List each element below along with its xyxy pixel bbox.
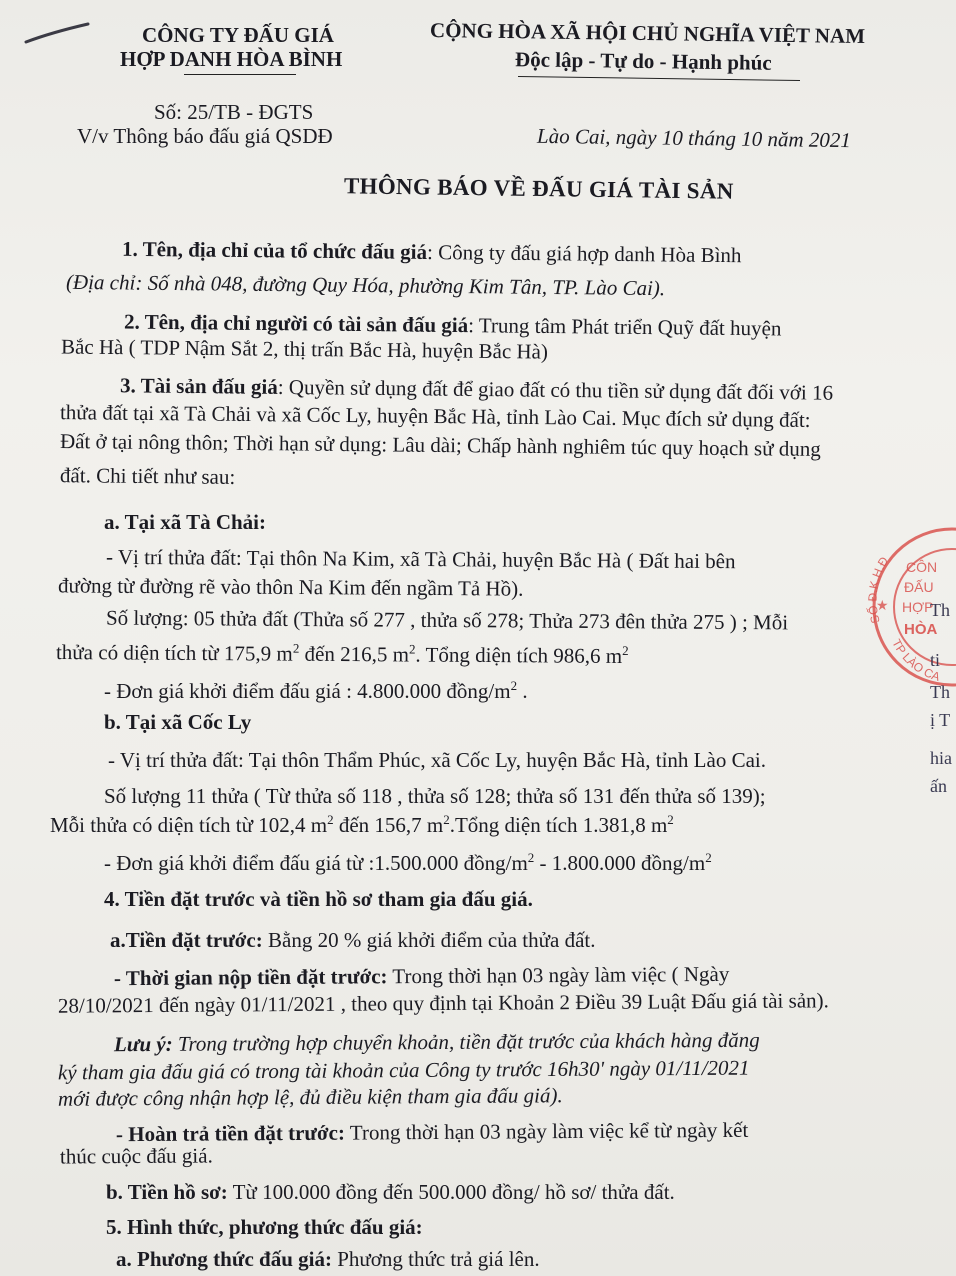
edge-fragment: Th bbox=[930, 682, 950, 702]
deposit-time-label: - Thời gian nộp tiền đặt trước: bbox=[113, 964, 388, 991]
edge-fragment: ấn bbox=[930, 776, 947, 796]
area-to: đến 156,7 m bbox=[333, 813, 444, 837]
deposit-label: a.Tiền đặt trước: bbox=[110, 928, 263, 952]
dossier-fee-line bbox=[106, 1179, 675, 1205]
seal-star-icon: ★ bbox=[876, 599, 889, 614]
note-label: Lưu ý: bbox=[113, 1031, 173, 1057]
price-from: - Đơn giá khởi điểm đấu giá từ :1.500.000 đồng/m bbox=[104, 851, 528, 875]
sup-2: 2 bbox=[667, 812, 674, 827]
org-name-line1: CÔNG TY ĐẤU GIÁ bbox=[142, 23, 334, 47]
section-3-line4: đất. Chi tiết như sau: bbox=[59, 463, 236, 489]
note-line1 bbox=[114, 1027, 760, 1058]
section-1-label: 1. Tên, địa chỉ của tổ chức đấu giá bbox=[121, 236, 428, 264]
subsection-b-quantity-line1: Số lượng 11 thửa ( Từ thửa số 118 , thửa số 128; thửa số 131 đến thửa số 139); bbox=[104, 784, 766, 808]
section-3-label: 3. Tài sản đấu giá bbox=[119, 373, 278, 399]
refund-line2: thúc cuộc đấu giá. bbox=[59, 1143, 213, 1169]
section-2-line2: Bắc Hà ( TDP Nậm Sắt 2, thị trấn Bắc Hà, huyện Bắc Hà) bbox=[60, 334, 549, 364]
area-total: . Tổng diện tích 986,6 m bbox=[415, 642, 623, 668]
area-total: .Tổng diện tích 1.381,8 m bbox=[449, 813, 668, 837]
subsection-a-quantity-line2 bbox=[56, 639, 629, 669]
subsection-b-position: - Vị trí thửa đất: Tại thôn Thẩm Phúc, xã Cốc Ly, huyện Bắc Hà, tỉnh Lào Cai. bbox=[108, 748, 766, 772]
place-date: Lào Cai, ngày 10 tháng 10 năm 2021 bbox=[536, 123, 851, 153]
sup-2: 2 bbox=[408, 641, 416, 657]
dossier-fee-label: b. Tiền hồ sơ: bbox=[106, 1180, 228, 1204]
section-4-heading: 4. Tiền đặt trước và tiền hồ sơ tham gia đấu giá. bbox=[104, 887, 533, 911]
svg-text:SỐ Đ.K.H.Đ bbox=[865, 554, 892, 625]
section-1 bbox=[122, 236, 742, 268]
sup-2: 2 bbox=[327, 812, 334, 827]
deposit-time-line2: 28/10/2021 đến ngày 01/11/2021 , theo quy định tại Khoản 2 Điều 39 Luật Đấu giá tài sản). bbox=[57, 988, 829, 1018]
subsection-a-position-line1: - Vị trí thửa đất: Tại thôn Na Kim, xã Tà Chải, huyện Bắc Hà ( Đất hai bên bbox=[105, 544, 736, 574]
sup-2: 2 bbox=[292, 640, 300, 656]
section-5a bbox=[116, 1246, 540, 1272]
seal-center-1: CÔN bbox=[906, 559, 938, 575]
sup-2: 2 bbox=[510, 678, 518, 693]
motto-underline bbox=[518, 76, 800, 81]
org-name-line2: HỢP DANH HÒA BÌNH bbox=[120, 47, 343, 71]
subsection-b-quantity-line2 bbox=[50, 812, 674, 838]
pen-stroke-mark bbox=[22, 22, 92, 46]
price-text: - Đơn giá khởi điểm đấu giá : 4.800.000 đồng/m bbox=[104, 679, 511, 703]
deposit-text: Bằng 20 % giá khởi điểm của thửa đất. bbox=[262, 928, 596, 952]
sup-2: 2 bbox=[622, 642, 629, 658]
edge-fragment: ị T bbox=[930, 710, 951, 730]
deposit-time-line1 bbox=[114, 961, 729, 991]
subsection-a-price bbox=[104, 678, 528, 704]
nation-motto: Độc lập - Tự do - Hạnh phúc bbox=[514, 47, 772, 75]
refund-label: - Hoàn trả tiền đặt trước: bbox=[115, 1120, 346, 1147]
document-title: THÔNG BÁO VỀ ĐẤU GIÁ TÀI SẢN bbox=[343, 173, 734, 204]
subsection-a-quantity-line1: Số lượng: 05 thửa đất (Thửa số 277 , thửa số 278; Thửa 273 đên thửa 275 ) ; Mỗi bbox=[105, 605, 789, 635]
sup-2: 2 bbox=[705, 850, 712, 865]
refund-text: Trong thời hạn 03 ngày làm việc kể từ ngày kết bbox=[344, 1117, 749, 1145]
seal-center-3: HỢP bbox=[902, 599, 934, 615]
section-3-line2: thửa đất tại xã Tà Chải và xã Cốc Ly, huyện Bắc Hà, tỉnh Lào Cai. Mục đích sử dụng đất: bbox=[59, 400, 811, 432]
section-5-heading: 5. Hình thức, phương thức đấu giá: bbox=[106, 1215, 423, 1239]
document-number: Số: 25/TB - ĐGTS bbox=[154, 100, 314, 124]
edge-fragment: ti bbox=[930, 650, 941, 670]
subsection-b-price bbox=[104, 850, 712, 876]
edge-fragment: Th bbox=[930, 600, 950, 620]
area-to: đến 216,5 m bbox=[299, 641, 410, 667]
deposit-line bbox=[110, 927, 596, 953]
area-from: Mỗi thửa có diện tích từ 102,4 m bbox=[50, 813, 328, 837]
section-1-address: (Địa chỉ: Số nhà 048, đường Quy Hóa, phường Kim Tân, TP. Lào Cai). bbox=[65, 269, 666, 301]
section-3-text: : Quyền sử dụng đất để giao đất có thu tiền sử dụng đất đối với 16 bbox=[277, 374, 834, 405]
price-end: . bbox=[517, 679, 528, 703]
seal-ring-text: SỐ Đ.K.H.Đ bbox=[865, 554, 892, 625]
sup-2: 2 bbox=[527, 850, 535, 865]
org-underline bbox=[184, 74, 296, 75]
sup-2: 2 bbox=[443, 812, 450, 827]
subsection-a-position-line2: đường từ đường rẽ vào thôn Na Kim đến ngầm Tả Hồ). bbox=[57, 573, 524, 601]
subsection-a-heading: a. Tại xã Tà Chải: bbox=[104, 510, 267, 534]
section-1-text: : Công ty đấu giá hợp danh Hòa Bình bbox=[426, 239, 742, 268]
seal-center-2: ĐẤU bbox=[904, 579, 934, 595]
edge-fragment: hia bbox=[930, 748, 952, 768]
area-from: thửa có diện tích từ 175,9 m bbox=[55, 640, 293, 666]
price-to: - 1.800.000 đồng/m bbox=[534, 851, 706, 875]
note-text: Trong trường hợp chuyển khoản, tiền đặt trước của khách hàng đăng bbox=[172, 1027, 760, 1056]
section-5a-text: Phương thức trả giá lên. bbox=[331, 1247, 540, 1271]
deposit-time-text: Trong thời hạn 03 ngày làm việc ( Ngày bbox=[387, 961, 730, 989]
seal-bottom-text: TP LÀO CA bbox=[889, 636, 942, 684]
dossier-fee-text: Từ 100.000 đồng đến 500.000 đồng/ hồ sơ/ thửa đất. bbox=[227, 1180, 675, 1204]
seal-center-4: HÒA bbox=[904, 621, 938, 638]
document-subject: V/v Thông báo đấu giá QSDĐ bbox=[77, 124, 333, 148]
nation-title: CỘNG HÒA XÃ HỘI CHỦ NGHĨA VIỆT NAM bbox=[429, 17, 866, 49]
note-line2: ký tham gia đấu giá có trong tài khoản của Công ty trước 16h30' ngày 01/11/2021 bbox=[57, 1055, 750, 1085]
section-3-line3: Đất ở tại nông thôn; Thời hạn sử dụng: Lâu dài; Chấp hành nghiêm túc quy hoạch sử dụng bbox=[59, 429, 821, 461]
subsection-b-heading: b. Tại xã Cốc Ly bbox=[104, 710, 252, 734]
section-5a-label: a. Phương thức đấu giá: bbox=[116, 1247, 332, 1271]
section-2-text: : Trung tâm Phát triển Quỹ đất huyện bbox=[468, 313, 782, 341]
note-line3: mới được công nhận hợp lệ, đủ điều kiện tham gia đấu giá). bbox=[57, 1083, 563, 1111]
section-2-label: 2. Tên, địa chỉ người có tài sản đấu giá bbox=[123, 309, 469, 338]
